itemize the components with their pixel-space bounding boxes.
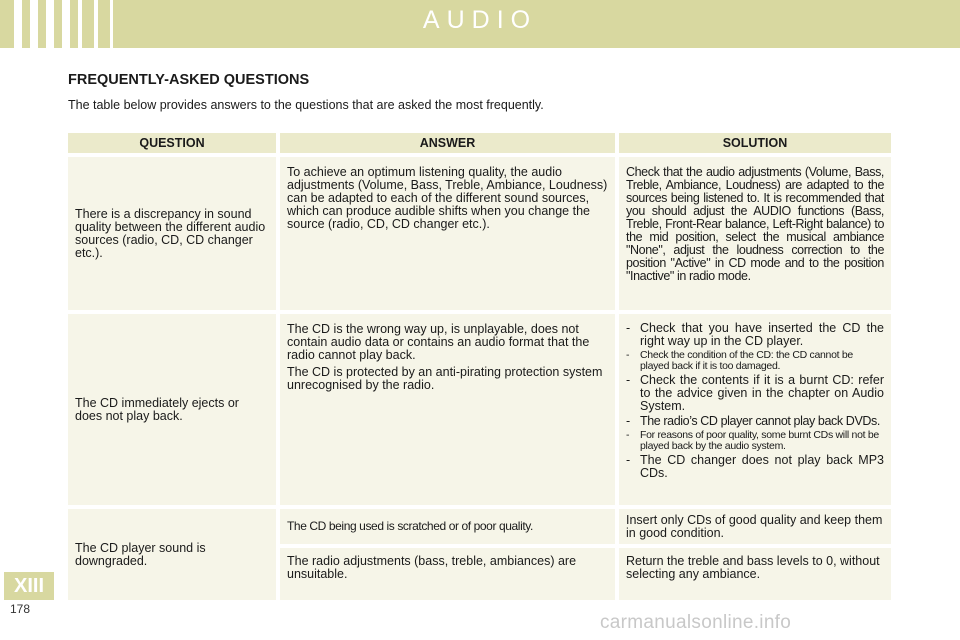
- row3-solution-b-text: Return the treble and bass levels to 0, without selecting any ambiance.: [626, 554, 880, 581]
- row2-solution: [619, 314, 891, 505]
- row3-solution-a-text: Insert only CDs of good quality and keep them in good condition.: [626, 512, 883, 540]
- solution-list-item: - Check the condition of the CD: the CD cannot be played back if it is too damaged.: [626, 349, 853, 372]
- row3-answer-a-text: The CD being used is scratched or of poor quality.: [287, 519, 533, 533]
- row3-question-text: The CD player sound is downgraded.: [75, 540, 206, 568]
- solution-list-item: - The CD changer does not play back MP3 CDs.: [626, 453, 884, 480]
- row1-answer-text: To achieve an optimum listening quality, the audio adjustments (Volume, Bass, Treble, Ambiance, Loudness) can be adapted to each of the different sound sources, which can produce audible shifts when you change the source (radio, CD, CD changer etc.).: [287, 165, 608, 231]
- row2-question-text: The CD immediately ejects or does not play back.: [75, 395, 239, 423]
- row1-solution-text: Check that the audio adjustments (Volume, Bass, Treble, Ambiance, Loudness) are adapted to the sources being listened to. It is recommended that you should adjust the AUDIO functions (Bass, Treble, Front-Rear balance, Left-Right balance) to the mid position, select the musical ambiance "None", adjust the loudness correction to the position "Active" in CD mode and to the position "Inactive" in radio mode.: [626, 165, 884, 283]
- row3-question: [68, 509, 276, 600]
- row1-question: [68, 157, 276, 310]
- intro-text: The table below provides answers to the questions that are asked the most frequently.: [68, 98, 544, 112]
- header-solution: SOLUTION: [619, 133, 891, 153]
- row3-solution-a: [619, 509, 891, 544]
- page-heading: FREQUENTLY-ASKED QUESTIONS: [68, 72, 310, 88]
- page-number: 178: [10, 602, 31, 616]
- header-answer: ANSWER: [280, 133, 615, 153]
- chapter-banner: [0, 0, 960, 48]
- row3-answer-a: [280, 509, 615, 544]
- solution-list-item: - For reasons of poor quality, some burnt CDs will not be played back by the audio system.: [626, 429, 879, 452]
- row3-solution-b: [619, 548, 891, 600]
- header-question: QUESTION: [68, 133, 276, 153]
- row2-answer-text-2: The CD is protected by an anti-pirating protection system unrecognised by the radio.: [287, 365, 603, 392]
- row1-answer: [280, 157, 615, 310]
- row2-question: [68, 314, 276, 505]
- row2-answer-text-1: The CD is the wrong way up, is unplayable, does not contain audio data or contains an audio format that the radio cannot play back.: [287, 322, 590, 362]
- watermark: carmanualsonline.info: [600, 612, 792, 633]
- row1-solution: [619, 157, 891, 310]
- solution-list-item: - Check the contents if it is a burnt CD: refer to the advice given in the chapter on Audio System.: [626, 373, 884, 413]
- row1-question-text: There is a discrepancy in sound quality between the different audio sources (radio, CD, CD changer etc.).: [75, 206, 266, 260]
- section-title: AUDIO: [422, 6, 538, 34]
- row3-answer-b-text: The radio adjustments (bass, treble, ambiances) are unsuitable.: [287, 554, 577, 581]
- chapter-badge: XIII: [4, 572, 54, 600]
- solution-list-item: - The radio’s CD player cannot play back DVDs.: [626, 414, 880, 428]
- row3-answer-b: [280, 548, 615, 600]
- row2-answer: [280, 314, 615, 505]
- solution-list-item: - Check that you have inserted the CD the right way up in the CD player.: [626, 321, 884, 348]
